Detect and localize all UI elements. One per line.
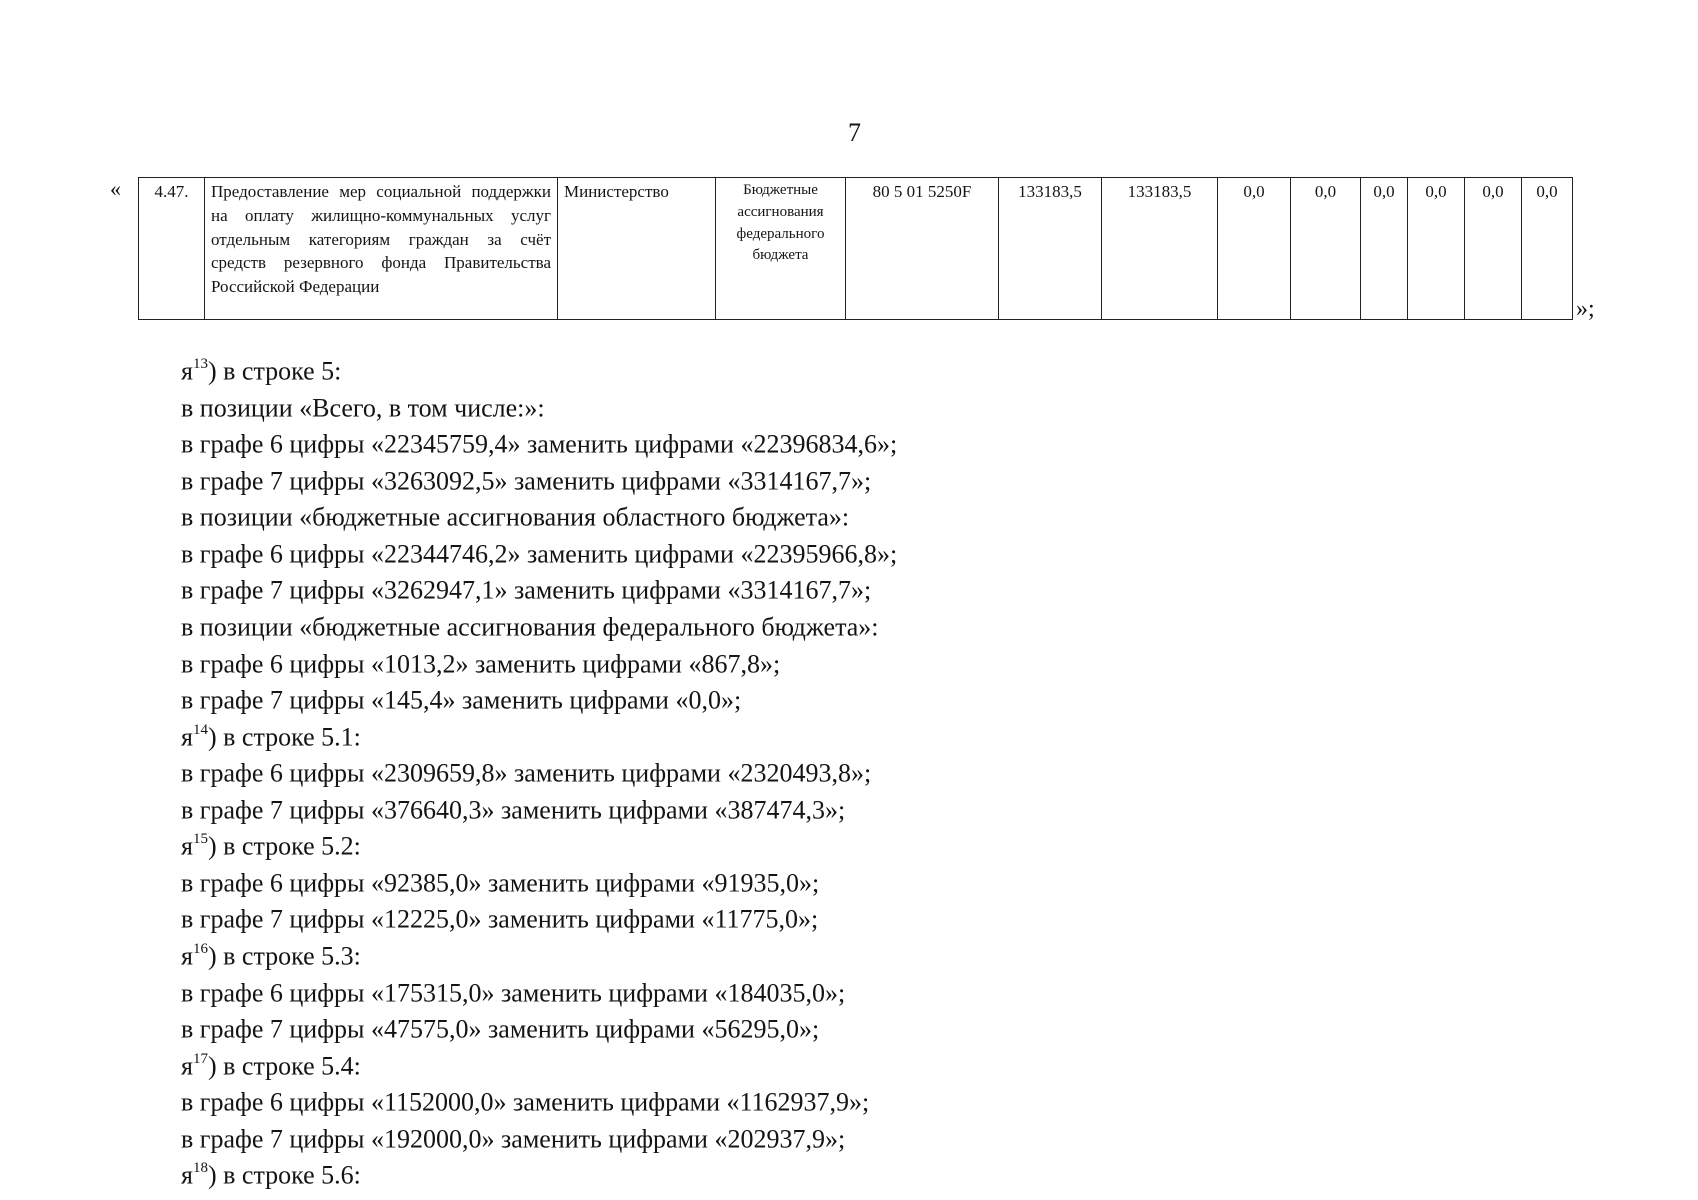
text-line bbox=[181, 388, 897, 425]
line-text: в графе 6 цифры «22345759,4» заменить цифрами «22396834,6»; bbox=[181, 429, 898, 459]
line-text: ) в строке 5.2: bbox=[207, 831, 361, 861]
line-text: в графе 7 цифры «3263092,5» заменить цифрами «3314167,7»; bbox=[181, 466, 872, 496]
row-value-cell: 133183,5 bbox=[1102, 178, 1218, 320]
line-text: в графе 6 цифры «2309659,8» заменить цифрами «2320493,8»; bbox=[181, 758, 872, 788]
amendment-text bbox=[181, 351, 897, 1192]
text-line bbox=[181, 570, 897, 607]
row-value-cell: 0,0 bbox=[1218, 178, 1291, 320]
text-line bbox=[181, 607, 897, 644]
line-text: в позиции «бюджетные ассигнования областного бюджета»: bbox=[181, 502, 850, 532]
line-text: в позиции «бюджетные ассигнования федерального бюджета»: bbox=[181, 612, 879, 642]
row-description-cell: Предоставление мер социальной поддержки на оплату жилищно-коммунальных услуг отдельным категориям граждан за счёт средств резервного фонда Правительства Российской Федерации bbox=[205, 178, 558, 320]
line-superscript: 16 bbox=[192, 941, 208, 957]
line-text: в графе 6 цифры «1152000,0» заменить цифрами «1162937,9»; bbox=[181, 1087, 870, 1117]
amendment-table bbox=[138, 177, 1573, 320]
row-value-cell: 0,0 bbox=[1408, 178, 1465, 320]
line-superscript: 13 bbox=[192, 356, 208, 372]
line-text: в графе 7 цифры «3262947,1» заменить цифрами «3314167,7»; bbox=[181, 576, 872, 606]
row-number-cell: 4.47. bbox=[139, 178, 205, 320]
line-text: ) в строке 5.4: bbox=[207, 1051, 361, 1081]
text-line bbox=[181, 424, 897, 461]
row-value-cell: 0,0 bbox=[1291, 178, 1361, 320]
text-line bbox=[181, 1009, 897, 1046]
line-text: в графе 7 цифры «376640,3» заменить цифрами «387474,3»; bbox=[181, 795, 846, 825]
row-funding-source-cell: Бюджетные ассигнования федерального бюджета bbox=[716, 178, 846, 320]
opening-quote-mark: « bbox=[110, 176, 121, 201]
line-text: в графе 7 цифры «47575,0» заменить цифрами «56295,0»; bbox=[181, 1014, 820, 1044]
line-text: в графе 6 цифры «22344746,2» заменить цифрами «22395966,8»; bbox=[181, 539, 898, 569]
line-prefix: я bbox=[181, 1051, 193, 1081]
row-value-cell: 133183,5 bbox=[999, 178, 1102, 320]
line-text: ) в строке 5: bbox=[207, 356, 342, 386]
line-text: в позиции «Всего, в том числе:»: bbox=[181, 393, 545, 423]
row-value-cell: 0,0 bbox=[1522, 178, 1573, 320]
line-text: ) в строке 5.6: bbox=[207, 1161, 361, 1191]
line-superscript: 14 bbox=[192, 721, 208, 738]
line-text: в графе 6 цифры «92385,0» заменить цифрами «91935,0»; bbox=[181, 868, 820, 898]
line-text: в графе 6 цифры «1013,2» заменить цифрами «867,8»; bbox=[181, 649, 781, 679]
text-line bbox=[181, 534, 897, 571]
row-budget-code-cell: 80 5 01 5250F bbox=[846, 178, 999, 320]
text-line bbox=[181, 1046, 897, 1083]
text-line bbox=[181, 1082, 897, 1119]
table-row bbox=[139, 178, 1573, 320]
text-line bbox=[181, 461, 897, 498]
line-text: ) в строке 5.1: bbox=[207, 722, 361, 752]
line-prefix: я bbox=[181, 1161, 193, 1191]
line-superscript: 17 bbox=[192, 1050, 208, 1067]
text-line bbox=[181, 790, 897, 827]
text-line bbox=[181, 826, 897, 863]
text-line bbox=[181, 1155, 897, 1192]
row-executor-cell: Министерство bbox=[558, 178, 716, 320]
page-number: 7 bbox=[848, 118, 861, 147]
line-text: в графе 7 цифры «145,4» заменить цифрами «0,0»; bbox=[181, 685, 742, 715]
line-text: в графе 7 цифры «12225,0» заменить цифрами «11775,0»; bbox=[181, 905, 819, 935]
closing-quote-mark: »; bbox=[1576, 296, 1595, 322]
line-superscript: 15 bbox=[192, 831, 208, 848]
text-line bbox=[181, 644, 897, 681]
text-line bbox=[181, 936, 897, 973]
line-text: в графе 7 цифры «192000,0» заменить цифрами «202937,9»; bbox=[181, 1124, 846, 1154]
text-line bbox=[181, 351, 897, 388]
line-prefix: я bbox=[181, 941, 193, 971]
row-value-cell: 0,0 bbox=[1465, 178, 1522, 320]
text-line bbox=[181, 753, 897, 790]
text-line bbox=[181, 1119, 897, 1156]
text-line bbox=[181, 863, 897, 900]
line-prefix: я bbox=[181, 831, 193, 861]
text-line bbox=[181, 973, 897, 1010]
row-value-cell: 0,0 bbox=[1361, 178, 1408, 320]
text-line bbox=[181, 717, 897, 754]
text-line bbox=[181, 680, 897, 717]
line-prefix: я bbox=[181, 722, 193, 752]
line-prefix: я bbox=[181, 356, 193, 386]
text-line bbox=[181, 899, 897, 936]
line-text: в графе 6 цифры «175315,0» заменить цифрами «184035,0»; bbox=[181, 978, 846, 1008]
line-text: ) в строке 5.3: bbox=[207, 941, 361, 971]
line-superscript: 18 bbox=[192, 1160, 208, 1177]
text-line bbox=[181, 497, 897, 534]
